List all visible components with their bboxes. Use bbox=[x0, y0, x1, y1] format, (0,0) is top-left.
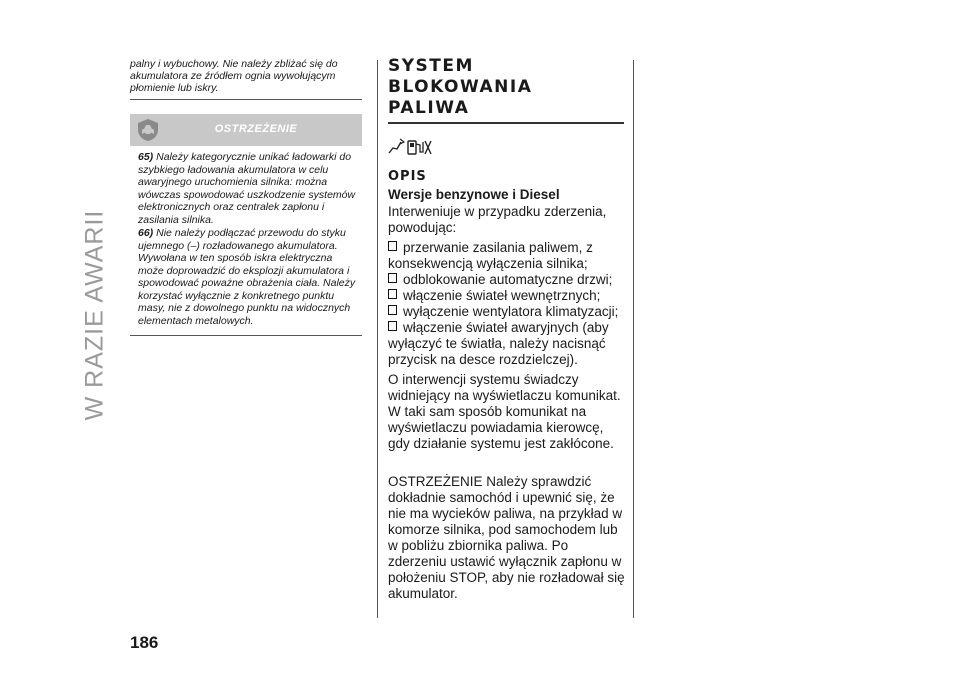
list-item-text: przerwanie zasilania paliwem, z konsekwencją wyłączenia silnika; bbox=[388, 240, 593, 271]
list-item-text: wyłączenie wentylatora klimatyzacji; bbox=[403, 304, 619, 319]
bullet-box-icon bbox=[388, 273, 397, 283]
right-column bbox=[388, 56, 628, 606]
left-column bbox=[130, 58, 362, 336]
list-item-text: włączenie świateł wewnętrznych; bbox=[403, 288, 601, 303]
warning-item-number: 65) bbox=[138, 151, 154, 163]
warning-item bbox=[138, 227, 356, 327]
intro-text: palny i wybuchowy. Nie należy zbliżać się do akumulatora ze źródłem ognia wywołującym płomienie lub iskry. bbox=[130, 58, 362, 100]
warning-item-number: 66) bbox=[138, 227, 154, 239]
bullet-box-icon bbox=[388, 305, 397, 315]
list-item bbox=[388, 288, 628, 304]
chapter-title-text: W RAZIE AWARII bbox=[80, 209, 109, 421]
column-divider bbox=[633, 60, 634, 618]
section-rule bbox=[388, 122, 624, 124]
bullet-box-icon bbox=[388, 321, 397, 331]
warning-paragraph: OSTRZEŻENIE Należy sprawdzić dokładnie samochód i upewnić się, że nie ma wycieków paliwa, na przykład w komorze silnika, pod samochodem lub w pobliżu zbiornika paliwa. Po zderzeniu ustawić wyłącznik zapłonu w położeniu STOP, aby nie rozładował się akumulator. bbox=[388, 474, 625, 601]
column-divider bbox=[377, 60, 378, 618]
list-item-text: włączenie świateł awaryjnych (aby wyłączyć te światła, należy nacisnąć przycisk na desce rozdzielczej). bbox=[388, 320, 609, 367]
info-paragraph: O interwencji systemu świadczy widniejący na wyświetlaczu komunikat. W taki sam sposób komunikat na wyświetlaczu powiadamia kierowcę, gdy działanie systemu jest zakłócone. bbox=[388, 372, 621, 451]
bullet-box-icon bbox=[388, 241, 397, 251]
warning-item-text: Należy kategorycznie unikać ładowarki do szybkiego ładowania akumulatora w celu awaryjnego uruchomienia silnika: można wówczas spowodować uszkodzenie systemów elektronicznych oraz centralek zapłonu i zasilania silnika. bbox=[138, 151, 356, 226]
intro-paragraph: Interweniuje w przypadku zderzenia, powodując: bbox=[388, 204, 607, 235]
section-title-line: SYSTEM bbox=[388, 56, 474, 76]
section-title-line: BLOKOWANIA bbox=[388, 77, 533, 97]
fuel-cutoff-icon bbox=[388, 136, 434, 156]
warning-item bbox=[138, 151, 356, 226]
list-item-text: odblokowanie automatyczne drzwi; bbox=[403, 272, 613, 287]
warning-banner bbox=[130, 114, 362, 146]
chapter-title bbox=[80, 45, 110, 585]
warning-item-text: Nie należy podłączać przewodu do styku ujemnego (–) rozładowanego akumulatora. Wywołana w ten sposób iskra elektryczna może doprowadzić do eksplozji akumulatora i spowodować poważne obrażenia ciała. Należy korzystać wyłącznie z konkretnego punktu masy, nie z dowolnego punktu na widocznych elementach metalowych. bbox=[138, 227, 356, 327]
list-item bbox=[388, 304, 628, 320]
list-item bbox=[388, 272, 628, 288]
page-number: 186 bbox=[130, 633, 159, 652]
bullet-box-icon bbox=[388, 289, 397, 299]
opis-heading: OPIS bbox=[388, 169, 427, 184]
list-item bbox=[388, 240, 628, 272]
warning-title: OSTRZEŻENIE bbox=[214, 123, 298, 135]
section-title-line: PALIWA bbox=[388, 98, 470, 118]
warning-body bbox=[130, 146, 362, 336]
subheading: Wersje benzynowe i Diesel bbox=[388, 187, 560, 202]
list-item bbox=[388, 320, 628, 368]
